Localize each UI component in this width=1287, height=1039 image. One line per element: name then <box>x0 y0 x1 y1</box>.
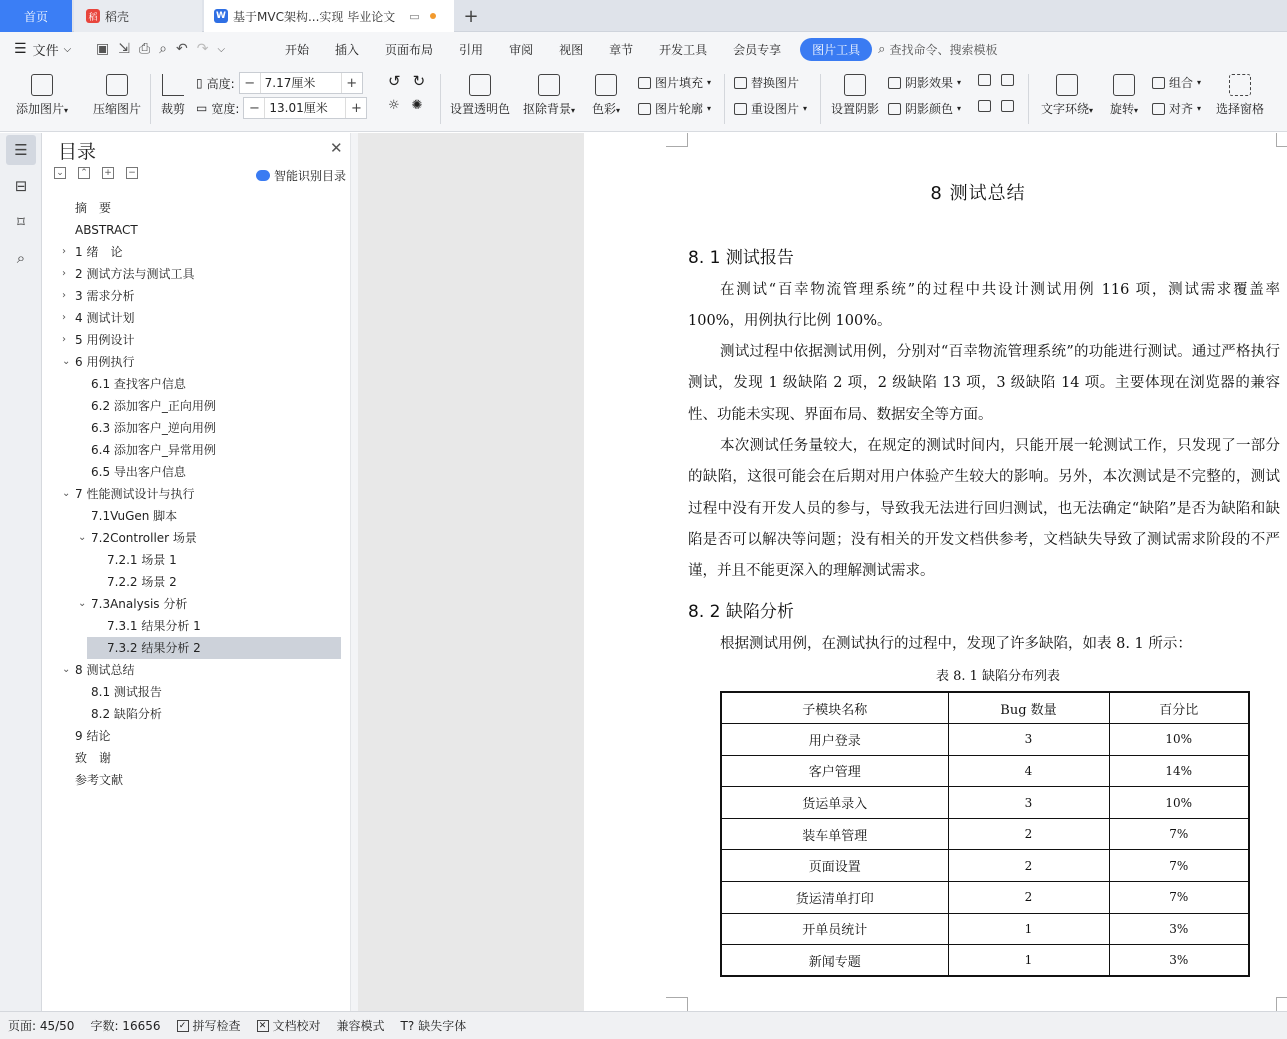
toc-item-label: ABSTRACT <box>75 223 138 237</box>
word-count[interactable]: 字数: 16656 <box>90 1019 161 1033</box>
outline-icon <box>638 103 651 115</box>
chevron-down-icon[interactable]: ⌄ <box>78 532 87 543</box>
table-cell: 3% <box>1109 913 1249 945</box>
selection-pane-icon <box>1229 74 1251 96</box>
shadow-left-icon[interactable] <box>978 100 991 112</box>
shadow-up-icon[interactable] <box>978 74 991 86</box>
rotate-left-icon[interactable]: ↺ <box>388 72 401 90</box>
print-icon[interactable]: ⎙ <box>138 41 151 57</box>
height-control: ▯ 高度: − 7.17厘米 + <box>196 72 363 94</box>
remove-background-button[interactable]: 抠除背景▾ <box>518 74 580 117</box>
close-box-icon: ✕ <box>257 1020 269 1032</box>
toc-item-label: 7.3.2 结果分析 2 <box>107 641 201 655</box>
table-cell: 4 <box>948 755 1109 787</box>
shadow-down-icon[interactable] <box>1001 74 1014 86</box>
table-cell: 新闻专题 <box>721 945 948 977</box>
toc-item-label: 7.3.1 结果分析 1 <box>107 619 201 633</box>
compress-picture-button[interactable]: 压缩图片 <box>88 74 146 117</box>
table-cell: 10% <box>1109 787 1249 819</box>
tab-daoke[interactable]: 稻 稻壳 <box>74 0 202 32</box>
rotate-right-icon[interactable]: ↻ <box>412 72 426 90</box>
wrap-icon <box>1056 74 1078 96</box>
toc-item[interactable] <box>78 527 197 549</box>
toc-item[interactable] <box>62 659 135 681</box>
picture-icon <box>31 74 53 96</box>
set-transparent-button[interactable]: 设置透明色 <box>448 74 512 117</box>
toc-item[interactable] <box>75 219 138 241</box>
menu-tabs <box>272 41 794 58</box>
chevron-down-icon: ⌵ <box>63 43 72 55</box>
writer-icon: W <box>214 9 228 23</box>
table-row <box>721 787 1249 819</box>
toc-item[interactable] <box>75 769 123 791</box>
align-button[interactable]: 对齐 ▾ <box>1152 100 1201 117</box>
table-row <box>721 724 1249 756</box>
quick-access <box>86 41 272 57</box>
section-heading: 8. 1 测试报告 <box>688 248 794 268</box>
document-page[interactable] <box>584 133 1287 1011</box>
toc-item-label: 8.2 缺陷分析 <box>91 707 162 721</box>
collapse-all-icon[interactable]: ⌄ <box>54 167 66 179</box>
crop-icon <box>162 74 184 96</box>
search-icon: ⌕ <box>878 41 886 57</box>
toc-item-label: 9 结论 <box>75 729 111 743</box>
toc-item[interactable] <box>62 483 195 505</box>
command-search[interactable]: 查找命令、搜索模板 <box>889 42 998 57</box>
hamburger-icon: ☰ <box>14 41 27 57</box>
toc-item[interactable] <box>91 681 162 703</box>
transparent-icon <box>469 74 491 96</box>
shadow-color-button[interactable]: 阴影颜色 ▾ <box>888 100 961 117</box>
add-level-icon[interactable]: + <box>102 167 114 179</box>
paragraph: 根据测试用例，在测试执行的过程中，发现了许多缺陷，如表 8. 1 所示： <box>720 636 1192 652</box>
table-cell: 7% <box>1109 882 1249 914</box>
shadow-offset-tools-bottom <box>978 100 1014 112</box>
toc-item[interactable] <box>75 747 111 769</box>
plus-icon[interactable]: + <box>350 100 362 116</box>
compat-mode: 兼容模式 <box>336 1019 385 1033</box>
chevron-down-icon[interactable]: ⌄ <box>62 356 71 367</box>
proofread-button[interactable]: ✕ 文档校对 <box>249 1017 329 1034</box>
menu-tab-1[interactable]: 插入 <box>335 42 360 57</box>
table-header-cell: 百分比 <box>1109 692 1249 724</box>
chevron-down-icon[interactable]: ⌄ <box>62 488 71 499</box>
document-margin-area <box>358 133 584 1011</box>
checkbox-icon: ✓ <box>177 1020 189 1032</box>
chevron-right-icon[interactable]: › <box>62 334 66 345</box>
missing-font-button[interactable]: T? 缺失字体 <box>400 1018 467 1033</box>
table-row <box>721 882 1249 914</box>
spell-check-button[interactable]: ✓ 拼写检查 <box>169 1017 249 1034</box>
toc-item-label: 6.1 查找客户信息 <box>91 377 186 391</box>
table-cell: 开单员统计 <box>721 913 948 945</box>
picture-fill-button[interactable]: 图片填充 ▾ <box>638 74 711 91</box>
width-icon: ▭ <box>196 101 208 115</box>
page-corner-mark <box>1276 997 1287 1011</box>
replace-icon <box>734 77 747 89</box>
chapter-nav-icon[interactable]: ⊟ <box>14 177 28 195</box>
table-cell: 客户管理 <box>721 755 948 787</box>
table-cell: 2 <box>948 818 1109 850</box>
toc-item-label: 6.4 添加客户_异常用例 <box>91 443 216 457</box>
plus-icon[interactable]: + <box>346 75 358 91</box>
menu-tab-8[interactable]: 会员专享 <box>733 42 782 57</box>
toc-item[interactable] <box>91 395 216 417</box>
group-button[interactable]: 组合 ▾ <box>1152 74 1201 91</box>
new-tab-button[interactable]: + <box>463 5 479 27</box>
toc-item-label: 6 用例执行 <box>75 355 135 369</box>
table-cell: 2 <box>948 850 1109 882</box>
table-cell: 10% <box>1109 724 1249 756</box>
menu-tab-4[interactable]: 审阅 <box>509 42 534 57</box>
toc-item-label: 3 需求分析 <box>75 289 135 303</box>
color-button[interactable]: 色彩▾ <box>586 74 626 117</box>
toc-item[interactable] <box>91 439 216 461</box>
chevron-right-icon[interactable]: › <box>62 312 66 323</box>
toc-item-label: 参考文献 <box>75 773 124 787</box>
color-icon <box>595 74 617 96</box>
table-cell: 货运清单打印 <box>721 882 948 914</box>
toc-panel <box>42 133 358 1011</box>
compress-icon <box>106 74 128 96</box>
brightness-down-icon[interactable]: ✺ <box>411 98 423 113</box>
menu-tab-3[interactable]: 引用 <box>459 42 484 57</box>
page-indicator[interactable]: 页面: 45/50 <box>8 1019 75 1033</box>
section-heading: 8. 2 缺陷分析 <box>688 602 794 622</box>
add-picture-button[interactable]: 添加图片▾ <box>10 74 74 117</box>
remove-background-icon <box>538 74 560 96</box>
shadow-effect-icon <box>888 77 901 89</box>
left-nav <box>0 133 42 1011</box>
ai-icon <box>256 170 270 181</box>
toc-item[interactable] <box>91 417 216 439</box>
status-bar <box>0 1011 1287 1039</box>
toc-item[interactable] <box>62 351 135 373</box>
table-cell: 货运单录入 <box>721 787 948 819</box>
crop-button[interactable]: 裁剪 <box>156 74 190 117</box>
tab-document[interactable]: W 基于MVC架构...实现 毕业论文 ▭ <box>204 0 454 32</box>
menu-tab-6[interactable]: 章节 <box>609 42 634 57</box>
rotate-icon <box>1113 74 1135 96</box>
toc-item[interactable] <box>107 571 177 593</box>
minus-icon[interactable]: − <box>244 75 256 91</box>
font-warning-icon: T? <box>400 1018 415 1033</box>
menu-tab-2[interactable]: 页面布局 <box>385 42 434 57</box>
paragraph: 在测试“百幸物流管理系统”的过程中共设计测试用例 116 项，测试需求覆盖率 100%，用例执行比例 100%。 <box>688 282 1280 330</box>
picture-outline-button[interactable]: 图片轮廓 ▾ <box>638 100 711 117</box>
menu-tab-5[interactable]: 视图 <box>559 42 584 57</box>
page-corner-mark <box>1276 133 1287 147</box>
replace-picture-button[interactable]: 替换图片 <box>734 74 799 91</box>
table-cell: 3 <box>948 724 1109 756</box>
chevron-down-icon[interactable]: ⌄ <box>78 598 87 609</box>
menu-bar <box>0 32 1287 66</box>
toc-item[interactable] <box>62 241 123 263</box>
table-cell: 3% <box>1109 945 1249 977</box>
table-cell: 1 <box>948 913 1109 945</box>
toc-item[interactable] <box>75 197 111 219</box>
menu-tab-7[interactable]: 开发工具 <box>659 42 708 57</box>
paragraph: 本次测试任务量较大，在规定的测试时间内，只能开展一轮测试工作，只发现了一部分的缺陷，这很可能会在后期对用户体验产生较大的影响。另外，本次测试是不完整的，测试过程中没有开发人员的参与，导致我无法进行回归测试，也无法确定“缺陷”是否为缺陷和缺陷是否可以解决等问题；没有相关的开发文档供参考，文档缺失导致了测试需求阶段的不严谨，并且不能更深入的理解测试需求。 <box>688 438 1280 580</box>
paragraph: 测试过程中依据测试用例，分别对“百幸物流管理系统”的功能进行测试。通过严格执行测试，发现 1 级缺陷 2 项，2 级缺陷 13 项，3 级缺陷 14 项。主要体现在浏览器的兼容性、功能未实现、界面布局、数据安全等方面。 <box>688 344 1280 423</box>
toc-item-label: 2 测试方法与测试工具 <box>75 267 195 281</box>
rotate-tools <box>388 72 425 90</box>
table-row <box>721 818 1249 850</box>
toc-item[interactable] <box>107 637 201 659</box>
shadow-effect-button[interactable]: 阴影效果 ▾ <box>888 74 961 91</box>
expand-all-icon[interactable]: ⌃ <box>78 167 90 179</box>
chapter-heading: 8 测试总结 <box>930 183 1026 204</box>
toc-item[interactable] <box>62 329 135 351</box>
tab-picture-tools[interactable]: 图片工具 <box>800 38 872 61</box>
table-cell: 页面设置 <box>721 850 948 882</box>
toc-item-label: 6.3 添加客户_逆向用例 <box>91 421 216 435</box>
monitor-icon[interactable]: ▭ <box>409 9 420 23</box>
toc-item[interactable] <box>62 263 195 285</box>
preview-icon[interactable]: ⌕ <box>159 41 168 57</box>
menu-tab-0[interactable]: 开始 <box>285 42 310 57</box>
file-menu[interactable]: ☰ 文件 ⌵ <box>14 41 72 59</box>
table-header-row <box>721 692 1249 724</box>
text-wrap-button[interactable]: 文字环绕▾ <box>1036 74 1098 117</box>
rotate-button[interactable]: 旋转▾ <box>1104 74 1144 117</box>
toc-item[interactable] <box>62 307 135 329</box>
toc-item-label: 5 用例设计 <box>75 333 135 347</box>
shadow-offset-tools-top <box>978 74 1014 86</box>
width-control: ▭ 宽度: − 13.01厘米 + <box>196 97 367 119</box>
minus-icon[interactable]: − <box>248 100 260 116</box>
unsaved-dot-icon <box>430 13 436 19</box>
height-input[interactable]: − 7.17厘米 + <box>239 72 363 94</box>
page-corner-mark <box>666 133 688 147</box>
table-row <box>721 913 1249 945</box>
close-icon[interactable]: ✕ <box>330 139 343 157</box>
table-cell: 7% <box>1109 850 1249 882</box>
table-row <box>721 755 1249 787</box>
toc-item-label: 7.2.2 场景 2 <box>107 575 177 589</box>
toc-item-label: 7.2.1 场景 1 <box>107 553 177 567</box>
smart-toc-button[interactable]: 智能识别目录 <box>256 167 346 184</box>
toc-nav-icon[interactable]: ☰ <box>6 135 36 165</box>
table-cell: 7% <box>1109 818 1249 850</box>
table-row <box>721 850 1249 882</box>
table-cell: 1 <box>948 945 1109 977</box>
toc-scrollbar[interactable] <box>350 133 358 1011</box>
table-caption: 表 8. 1 缺陷分布列表 <box>935 669 1061 684</box>
toc-item-label: 8.1 测试报告 <box>91 685 162 699</box>
height-icon: ▯ <box>196 76 203 90</box>
toc-item-label: 致 谢 <box>75 751 112 765</box>
shadow-right-icon[interactable] <box>1001 100 1014 112</box>
group-icon <box>1152 77 1165 89</box>
daoke-icon: 稻 <box>86 9 100 23</box>
shadow-icon <box>844 74 866 96</box>
remove-level-icon[interactable]: − <box>126 167 138 179</box>
fill-icon <box>638 77 651 89</box>
toc-item-label: 8 测试总结 <box>75 663 135 677</box>
toc-item-label: 4 测试计划 <box>75 311 135 325</box>
selection-pane-button[interactable]: 选择窗格 <box>1214 74 1266 117</box>
redo-icon[interactable]: ↷ <box>196 41 209 57</box>
chevron-right-icon[interactable]: › <box>62 290 66 301</box>
toc-title: 目录 <box>58 141 97 163</box>
toc-item[interactable] <box>91 505 177 527</box>
toc-tools <box>54 167 138 179</box>
table-cell: 3 <box>948 787 1109 819</box>
chevron-down-icon[interactable]: ⌄ <box>62 664 71 675</box>
search-icon[interactable]: ⌕ <box>16 249 26 267</box>
toc-item[interactable] <box>78 593 188 615</box>
chevron-right-icon[interactable]: › <box>62 246 66 257</box>
toc-item[interactable] <box>107 615 201 637</box>
table-cell: 用户登录 <box>721 724 948 756</box>
toc-item[interactable] <box>62 285 135 307</box>
bug-distribution-table <box>720 691 1250 977</box>
shadow-color-icon <box>888 103 901 115</box>
toc-item-label: 6.5 导出客户信息 <box>91 465 186 479</box>
reset-icon <box>734 103 747 115</box>
toc-item-label: 7 性能测试设计与执行 <box>75 487 195 501</box>
toc-item[interactable] <box>91 373 186 395</box>
undo-icon[interactable]: ↶ <box>176 41 188 57</box>
align-icon <box>1152 103 1165 115</box>
toc-item-label: 7.1VuGen 脚本 <box>91 509 178 523</box>
width-input[interactable]: − 13.01厘米 + <box>243 97 367 119</box>
table-cell: 14% <box>1109 755 1249 787</box>
tab-bar <box>0 0 1287 32</box>
reset-picture-button[interactable]: 重设图片 ▾ <box>734 100 807 117</box>
save-icon[interactable]: ▣ <box>96 41 110 57</box>
toc-item[interactable] <box>107 549 177 571</box>
table-row <box>721 945 1249 977</box>
toc-item-label: 摘 要 <box>75 201 112 215</box>
ribbon <box>0 66 1287 132</box>
toc-item-label: 7.2Controller 场景 <box>91 531 197 545</box>
chevron-right-icon[interactable]: › <box>62 268 66 279</box>
table-header-cell: Bug 数量 <box>948 692 1109 724</box>
toc-item-label: 6.2 添加客户_正向用例 <box>91 399 216 413</box>
brightness-up-icon[interactable]: ☼ <box>388 98 400 113</box>
table-cell: 2 <box>948 882 1109 914</box>
page-corner-mark <box>666 997 688 1011</box>
table-header-cell: 子模块名称 <box>721 692 948 724</box>
set-shadow-button[interactable]: 设置阴影 <box>828 74 882 117</box>
bookmark-icon[interactable]: ⌑ <box>17 213 25 231</box>
brightness-tools <box>388 98 423 113</box>
customize-icon[interactable]: ⌵ <box>217 43 226 55</box>
toc-item-label: 1 绪 论 <box>75 245 123 259</box>
export-icon[interactable]: ⇲ <box>118 41 130 57</box>
table-cell: 装车单管理 <box>721 818 948 850</box>
toc-item-label: 7.3Analysis 分析 <box>91 597 188 611</box>
toc-item[interactable] <box>91 703 162 725</box>
toc-item[interactable] <box>91 461 186 483</box>
toc-item[interactable] <box>75 725 110 747</box>
tab-home[interactable]: 首页 <box>0 0 72 32</box>
